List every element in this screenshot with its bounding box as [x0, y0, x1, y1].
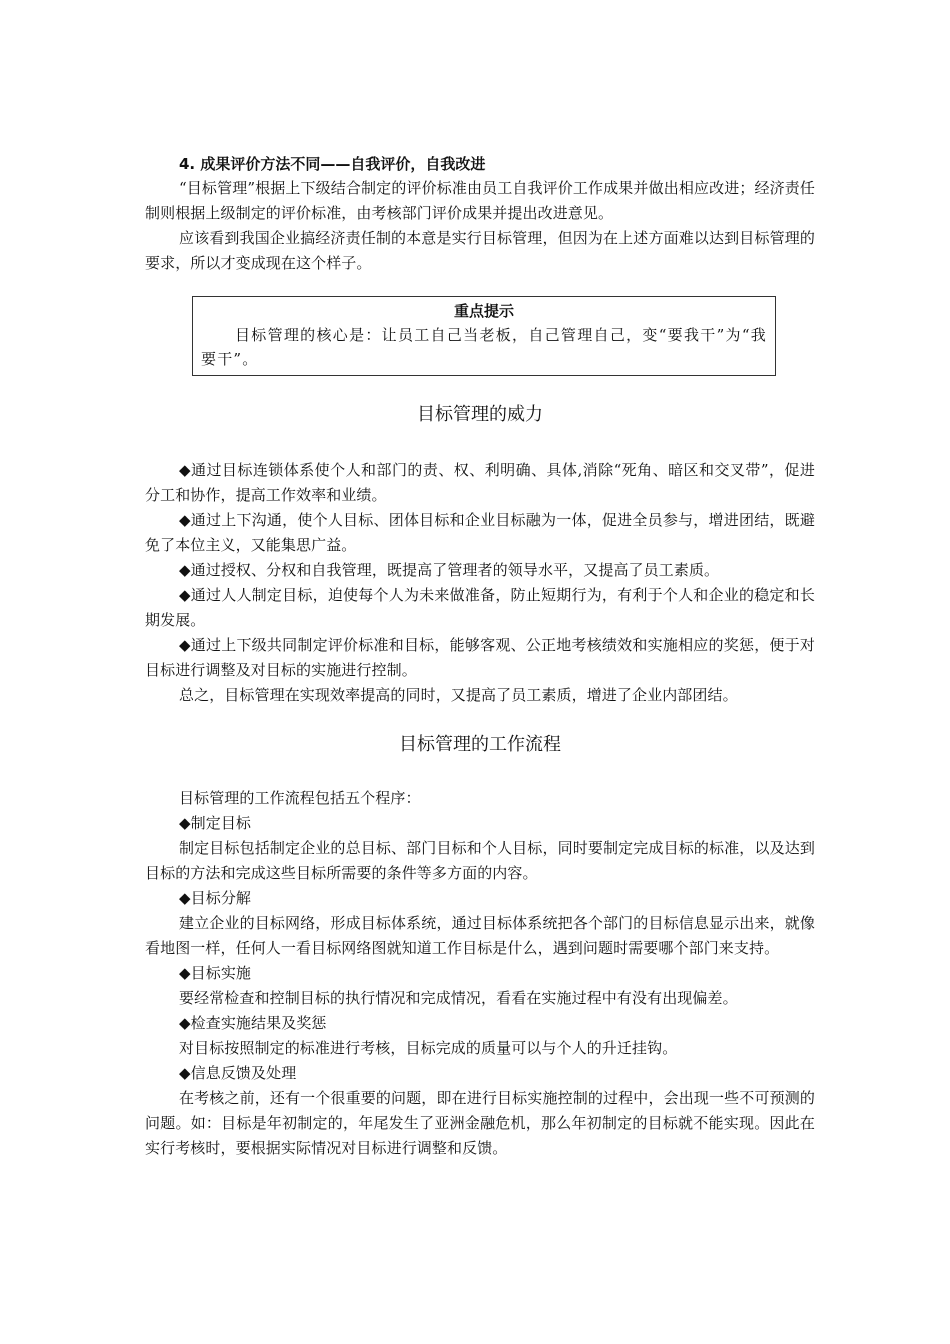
workflow-step-3-label: ◆目标实施 [179, 964, 252, 982]
power-bullet-2: ◆通过上下沟通，使个人目标、团体目标和企业目标融为一体，促进全员参与，增进团结，既避免了本位主义，又能集思广益。 [145, 511, 815, 554]
key-tip-text: 目标管理的核心是：让员工自己当老板，自己管理自己，变“要我干”为“我要干”。 [201, 326, 767, 368]
workflow-step-3-text: 要经常检查和控制目标的执行情况和完成情况，看看在实施过程中有没有出现偏差。 [179, 989, 738, 1007]
workflow-section-title: 目标管理的工作流程 [399, 734, 561, 755]
power-bullet-4: ◆通过人人制定目标，迫使每个人为未来做准备，防止短期行为，有利于个人和企业的稳定和长期发展。 [145, 586, 815, 629]
power-bullet-5: ◆通过上下级共同制定评价标准和目标，能够客观、公正地考核绩效和实施相应的奖惩，便于对目标进行调整及对目标的实施进行控制。 [145, 636, 815, 679]
workflow-step-2-text: 建立企业的目标网络，形成目标体系统，通过目标体系统把各个部门的目标信息显示出来，就像看地图一样，任何人一看目标网络图就知道工作目标是什么，遇到问题时需要哪个部门来支持。 [145, 914, 815, 957]
workflow-step-1-text: 制定目标包括制定企业的总目标、部门目标和个人目标，同时要制定完成目标的标准，以及达到目标的方法和完成这些目标所需要的条件等多方面的内容。 [145, 839, 815, 882]
workflow-step-1-label: ◆制定目标 [179, 814, 252, 832]
workflow-step-2-label: ◆目标分解 [179, 889, 252, 907]
key-tip-box [192, 296, 776, 376]
document-page [145, 152, 815, 1161]
key-tip-title: 重点提示 [453, 302, 514, 320]
power-summary: 总之，目标管理在实现效率提高的同时，又提高了员工素质，增进了企业内部团结。 [179, 686, 738, 704]
section-4-heading: 4. 成果评价方法不同——自我评价，自我改进 [179, 155, 486, 173]
section-4-paragraph-1: “目标管理”根据上下级结合制定的评价标准由员工自我评价工作成果并做出相应改进；经济责任制则根据上级制定的评价标准，由考核部门评价成果并提出改进意见。 [145, 179, 815, 222]
power-bullet-3: ◆通过授权、分权和自我管理，既提高了管理者的领导水平，又提高了员工素质。 [179, 561, 720, 579]
section-4-paragraph-2: 应该看到我国企业搞经济责任制的本意是实行目标管理，但因为在上述方面难以达到目标管理的要求，所以才变成现在这个样子。 [145, 229, 815, 272]
workflow-step-5-text: 在考核之前，还有一个很重要的问题，即在进行目标实施控制的过程中，会出现一些不可预测的问题。如：目标是年初制定的，年尾发生了亚洲金融危机，那么年初制定的目标就不能实现。因此在实行考核时，要根据实际情况对目标进行调整和反馈。 [145, 1089, 815, 1157]
workflow-step-5-label: ◆信息反馈及处理 [179, 1064, 297, 1082]
workflow-intro: 目标管理的工作流程包括五个程序： [179, 789, 421, 807]
workflow-step-4-text: 对目标按照制定的标准进行考核，目标完成的质量可以与个人的升迁挂钩。 [179, 1039, 678, 1057]
workflow-step-4-label: ◆检查实施结果及奖惩 [179, 1014, 327, 1032]
power-bullet-1: ◆通过目标连锁体系使个人和部门的责、权、利明确、具体,消除“死角、暗区和交叉带”，促进分工和协作，提高工作效率和业绩。 [145, 461, 815, 504]
power-section-title: 目标管理的威力 [417, 404, 543, 425]
